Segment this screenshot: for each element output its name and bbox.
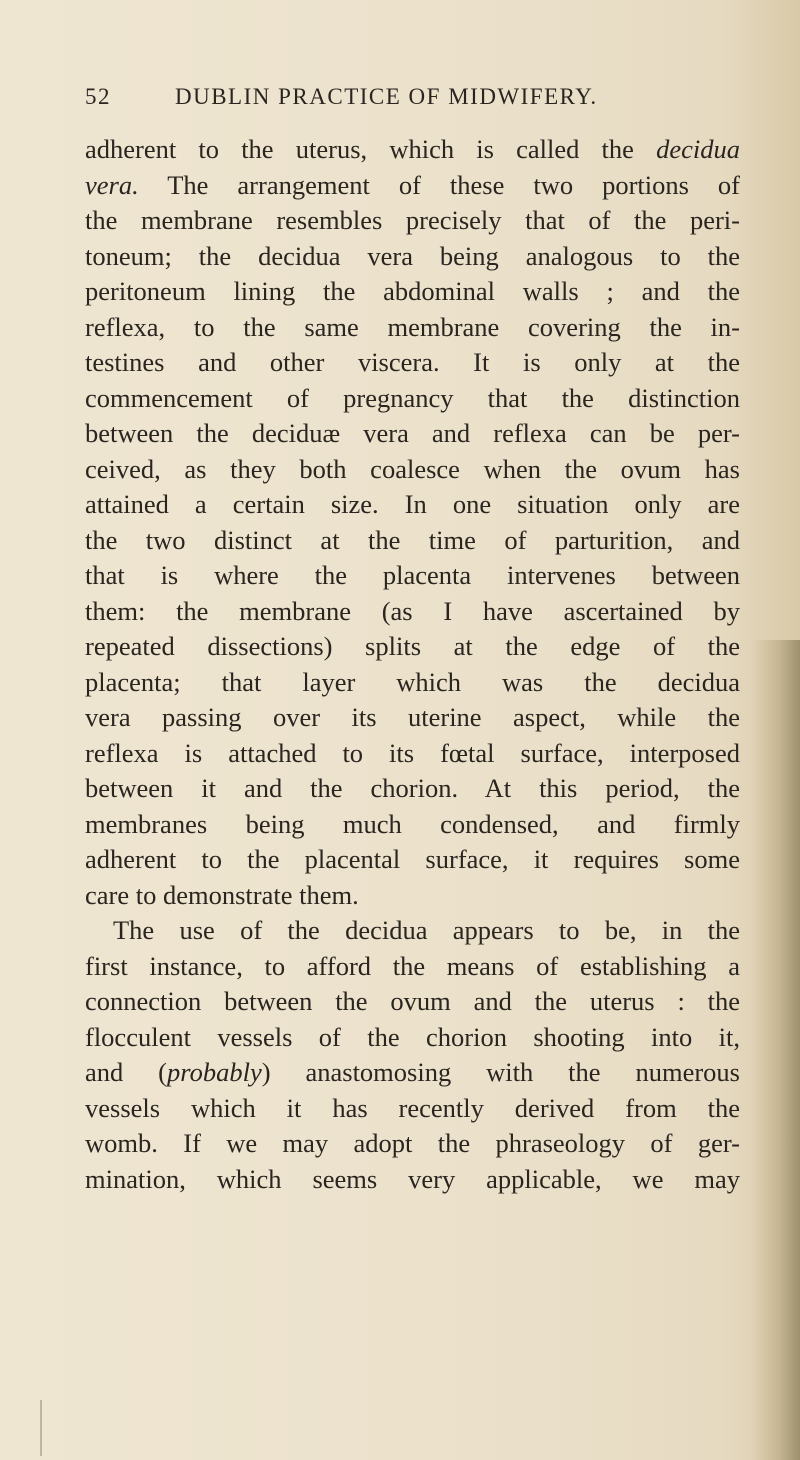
text-line — [85, 736, 740, 772]
text-run: vessels which it has recently derived from the — [85, 1092, 740, 1123]
text-run: them: the membrane (as I have ascertained by — [85, 595, 740, 626]
text-run: between the deciduæ vera and reflexa can be per- — [85, 418, 740, 448]
text-line — [85, 523, 740, 559]
text-line — [85, 310, 740, 346]
text-run: and ( — [85, 1057, 168, 1087]
text-line — [85, 132, 740, 168]
text-run: ceived, as they both coalesce when the ovum has — [85, 453, 740, 484]
text-line — [85, 1162, 740, 1198]
text-line — [85, 381, 740, 417]
text-run: reflexa, to the same membrane covering the in- — [85, 311, 740, 342]
text-line — [85, 700, 740, 736]
text-line — [85, 878, 740, 914]
running-title: DUBLIN PRACTICE OF MIDWIFERY. — [175, 84, 598, 109]
italic-text-run: vera. — [85, 169, 139, 200]
text-run: repeated dissections) splits at the edge of the — [85, 631, 740, 661]
text-line — [85, 1055, 740, 1091]
body-text — [85, 132, 740, 1197]
text-line — [85, 168, 740, 204]
text-run: care to demonstrate them. — [85, 879, 359, 910]
text-run: peritoneum lining the abdominal walls ; and the — [85, 276, 740, 306]
text-line — [85, 452, 740, 488]
text-run: The arrangement of these two portions of — [138, 169, 740, 200]
text-run: attained a certain size. In one situation only are — [85, 489, 740, 519]
text-run: the membrane resembles precisely that of the peri- — [85, 205, 740, 235]
text-run: between it and the chorion. At this period, the — [85, 773, 740, 803]
text-run: ) anastomosing with the numerous — [261, 1057, 740, 1087]
text-run: flocculent vessels of the chorion shooting into it, — [85, 1021, 740, 1052]
text-run: that is where the placenta intervenes between — [85, 560, 740, 590]
text-line — [85, 487, 740, 523]
text-run: womb. If we may adopt the phraseology of ger- — [85, 1128, 740, 1158]
text-run: connection between the ovum and the uterus : the — [85, 986, 740, 1016]
text-run: placenta; that layer which was the decidua — [85, 666, 740, 697]
text-line — [85, 913, 740, 949]
text-line — [85, 416, 740, 452]
text-line — [85, 771, 740, 807]
running-head — [85, 84, 715, 114]
text-run: mination, which seems very applicable, we may — [85, 1163, 740, 1194]
text-line — [85, 984, 740, 1020]
text-line — [85, 842, 740, 878]
text-run: the two distinct at the time of parturition, and — [85, 524, 740, 555]
italic-text-run: probably — [167, 1057, 262, 1087]
text-line — [85, 665, 740, 701]
page-number: 52 — [85, 84, 111, 109]
text-line — [85, 274, 740, 310]
text-run: adherent to the placental surface, it requires some — [85, 844, 740, 874]
italic-text-run: decidua — [656, 134, 740, 164]
paragraph-2 — [85, 913, 740, 1197]
text-run: reflexa is attached to its fœtal surface, interposed — [85, 737, 740, 768]
text-line — [85, 1091, 740, 1127]
paragraph-1 — [85, 132, 740, 913]
text-line — [85, 345, 740, 381]
text-run: testines and other viscera. It is only at the — [85, 347, 740, 377]
text-run: membranes being much condensed, and firmly — [85, 808, 740, 839]
text-line — [85, 629, 740, 665]
text-run: The use of the decidua appears to be, in the — [113, 915, 740, 945]
text-run: toneum; the decidua vera being analogous to the — [85, 240, 740, 271]
text-line — [85, 1126, 740, 1162]
text-line — [85, 594, 740, 630]
text-run: adherent to the uterus, which is called the — [85, 134, 657, 164]
text-line — [85, 203, 740, 239]
text-line — [85, 949, 740, 985]
text-run: first instance, to afford the means of establishing a — [85, 950, 740, 981]
text-run: vera passing over its uterine aspect, while the — [85, 702, 740, 732]
text-line — [85, 239, 740, 275]
text-line — [85, 558, 740, 594]
text-line — [85, 1020, 740, 1056]
page-edge-stain — [752, 640, 800, 1460]
text-line — [85, 807, 740, 843]
margin-mark — [40, 1400, 42, 1456]
text-run: commencement of pregnancy that the distinction — [85, 382, 740, 413]
